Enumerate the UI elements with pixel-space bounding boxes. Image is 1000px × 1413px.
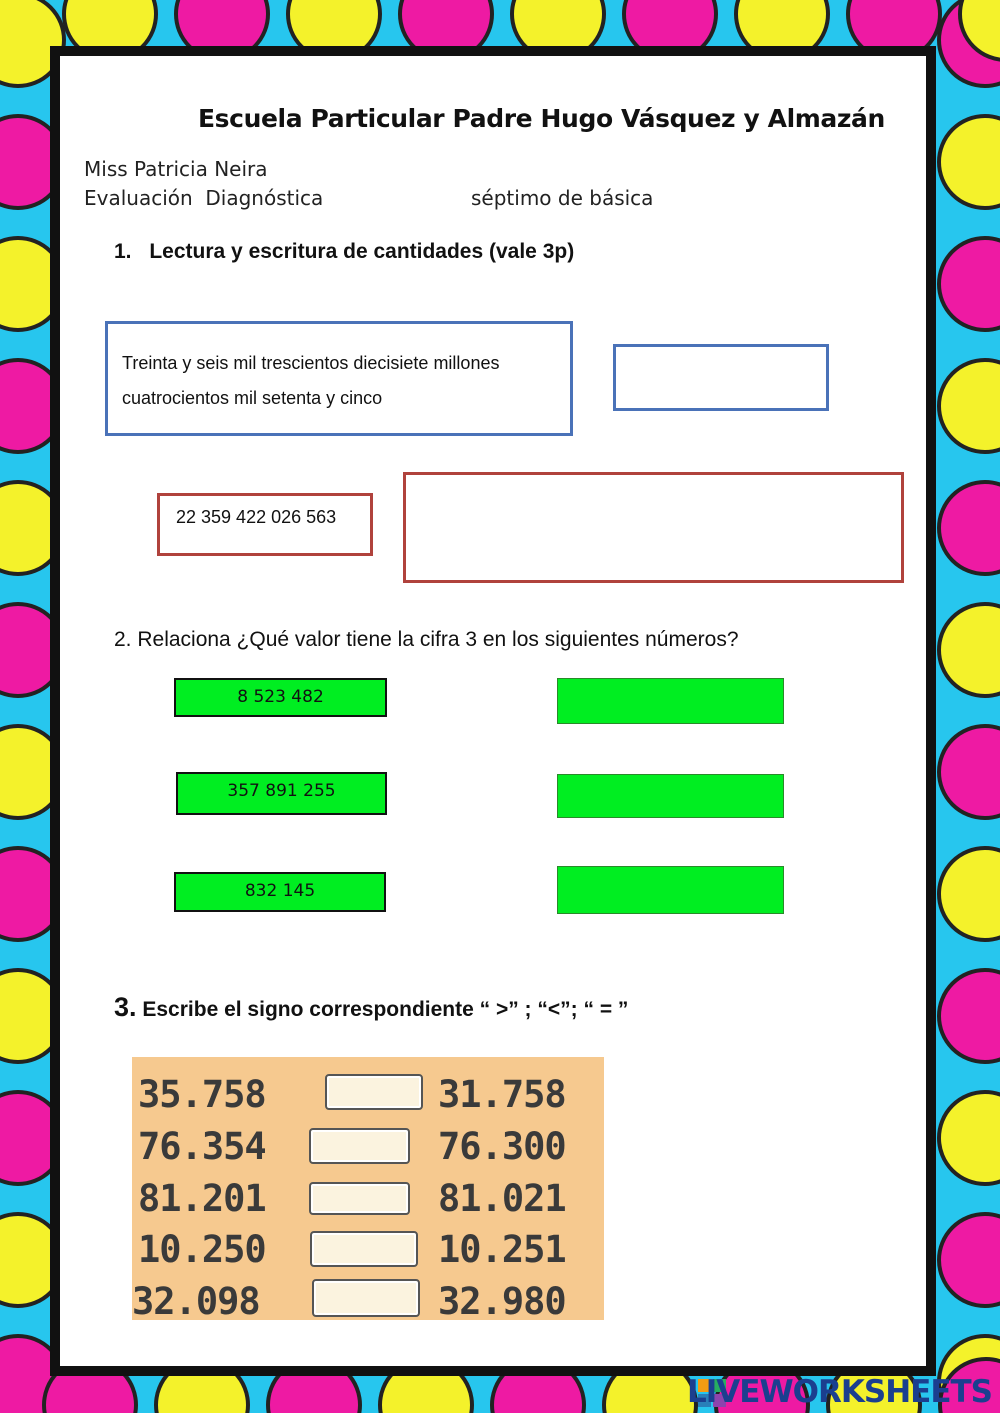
q2-heading: 2. Relaciona ¿Qué valor tiene la cifra 3 en los siguientes números? — [114, 628, 739, 651]
cmp-sign-field-4[interactable] — [310, 1231, 418, 1267]
q3-title: Escribe el signo correspondiente “ >” ; “<”; “ = ” — [136, 998, 629, 1021]
border-dot — [939, 116, 1000, 208]
border-dot — [939, 360, 1000, 452]
q1-answer-words-field[interactable] — [403, 472, 904, 583]
cmp-sign-field-2[interactable] — [309, 1128, 410, 1164]
watermark-text: LIVEWORKSHEETS — [687, 1374, 992, 1410]
school-title: Escuela Particular Padre Hugo Vásquez y Almazán — [198, 104, 885, 133]
cmp-sign-field-5[interactable] — [312, 1279, 420, 1317]
q2-number-2: 357 891 255 — [176, 772, 387, 815]
cmp-right-2: 76.300 — [438, 1125, 566, 1168]
cmp-left-4: 10.250 — [138, 1228, 266, 1271]
q2-answer-2[interactable] — [557, 774, 784, 818]
q1-title: Lectura y escritura de cantidades (vale 3p) — [149, 240, 575, 263]
q1-words-line2: cuatrocientos mil setenta y cinco — [122, 388, 383, 408]
q1-digits-value: 22 359 422 026 563 — [176, 507, 337, 527]
cmp-left-5: 32.098 — [132, 1280, 260, 1323]
cmp-right-1: 31.758 — [438, 1073, 566, 1116]
teacher-name: Miss Patricia Neira — [84, 157, 268, 181]
grade-label: séptimo de básica — [471, 186, 654, 210]
cmp-left-2: 76.354 — [138, 1125, 266, 1168]
q2-number-3: 832 145 — [174, 872, 386, 912]
q2-answer-1[interactable] — [557, 678, 784, 724]
border-dot — [939, 238, 1000, 330]
q1-heading — [114, 240, 574, 264]
evaluation-label: Evaluación Diagnóstica — [84, 186, 324, 210]
border-dot — [939, 970, 1000, 1062]
border-dot — [939, 1092, 1000, 1184]
cmp-right-5: 32.980 — [438, 1280, 566, 1323]
comparison-panel — [132, 1057, 604, 1323]
border-dot — [939, 848, 1000, 940]
border-dot — [939, 604, 1000, 696]
q1-number: 1. — [114, 240, 132, 263]
cmp-sign-field-3[interactable] — [309, 1182, 410, 1215]
q1-words-box — [105, 321, 573, 436]
q2-number-1: 8 523 482 — [174, 678, 387, 717]
q1-words-line1: Treinta y seis mil trescientos diecisiete millones — [122, 353, 500, 373]
cmp-sign-field-1[interactable] — [325, 1074, 423, 1110]
q3-number: 3. — [114, 992, 137, 1022]
cmp-left-3: 81.201 — [138, 1177, 266, 1220]
border-dot — [939, 1214, 1000, 1306]
q1-answer-digits-field[interactable] — [613, 344, 829, 411]
q2-answer-3[interactable] — [557, 866, 784, 914]
q3-heading — [114, 992, 628, 1023]
cmp-right-4: 10.251 — [438, 1228, 566, 1271]
border-dot — [939, 482, 1000, 574]
cmp-right-3: 81.021 — [438, 1177, 566, 1220]
q1-digits-box — [157, 493, 373, 556]
border-dot — [939, 726, 1000, 818]
cmp-left-1: 35.758 — [138, 1073, 266, 1116]
